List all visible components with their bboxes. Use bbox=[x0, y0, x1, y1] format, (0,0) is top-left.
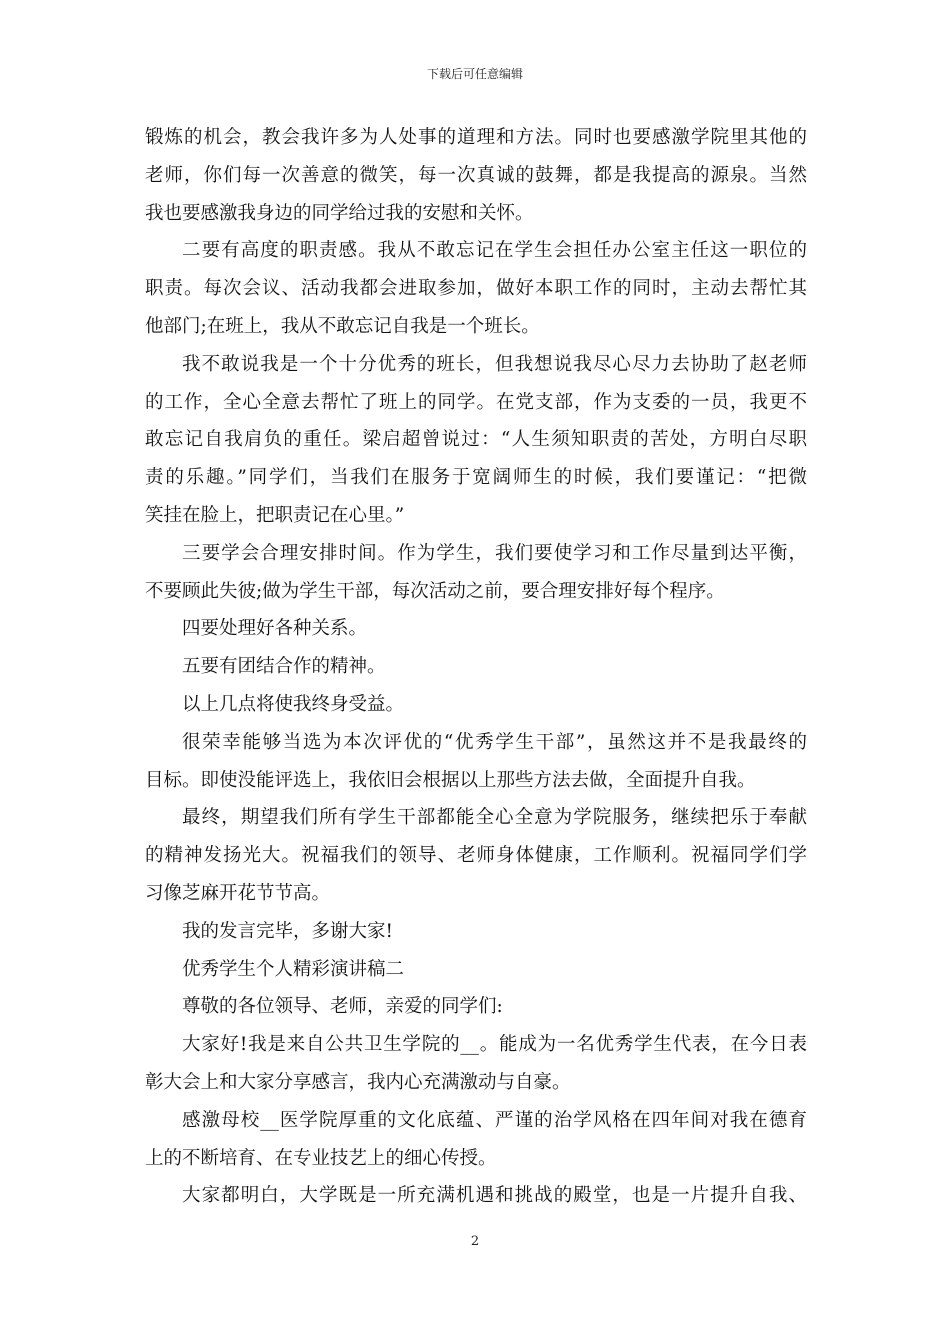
page-number: 2 bbox=[470, 1234, 480, 1249]
text-line: 职责。每次会议、活动我都会进取参加，做好本职工作的同时，主动去帮忙其 bbox=[145, 278, 807, 300]
page-header: 下载后可任意编辑 bbox=[426, 67, 523, 81]
text-line: 他部门;在班上，我从不敢忘记自我是一个班长。 bbox=[145, 315, 540, 337]
text-line: 很荣幸能够当选为本次评优的“优秀学生干部”，虽然这并不是我最终的 bbox=[182, 731, 807, 753]
text-line: 尊敬的各位领导、老师，亲爱的同学们: bbox=[182, 996, 503, 1018]
text-line: 锻炼的机会，教会我许多为人处事的道理和方法。同时也要感激学院里其他的 bbox=[145, 127, 807, 148]
text-line: 老师，你们每一次善意的微笑，每一次真诚的鼓舞，都是我提高的源泉。当然 bbox=[145, 164, 807, 186]
text-line: 四要处理好各种关系。 bbox=[182, 618, 368, 640]
text-line: 优秀学生个人精彩演讲稿二 bbox=[182, 958, 405, 980]
text-line: 的工作，全心全意去帮忙了班上的同学。在党支部，作为支委的一员，我更不 bbox=[145, 391, 807, 413]
text-line: 彰大会上和大家分享感言，我内心充满激动与自豪。 bbox=[145, 1071, 571, 1093]
text-line: 我的发言完毕，多谢大家! bbox=[182, 920, 393, 942]
text-line: 敢忘记自我肩负的重任。梁启超曾说过：“人生须知职责的苦处，方明白尽职 bbox=[145, 429, 807, 451]
text-line: 不要顾此失彼;做为学生干部，每次活动之前，要合理安排好每个程序。 bbox=[145, 580, 725, 602]
text-line: 习像芝麻开花节节高。 bbox=[145, 882, 331, 904]
text-line: 大家都明白，大学既是一所充满机遇和挑战的殿堂，也是一片提升自我、 bbox=[182, 1185, 807, 1207]
text-line: 目标。即使没能评选上，我依旧会根据以上那些方法去做，全面提升自我。 bbox=[145, 769, 756, 791]
text-line: 责的乐趣。”同学们，当我们在服务于宽阔师生的时候，我们要谨记：“把微 bbox=[145, 467, 807, 489]
text-line: 我也要感激我身边的同学给过我的安慰和关怀。 bbox=[145, 202, 534, 224]
text-line: 二要有高度的职责感。我从不敢忘记在学生会担任办公室主任这一职位的 bbox=[182, 240, 807, 262]
text-line: 的精神发扬光大。祝福我们的领导、老师身体健康，工作顺利。祝福同学们学 bbox=[145, 845, 807, 867]
text-line: 我不敢说我是一个十分优秀的班长，但我想说我尽心尽力去协助了赵老师 bbox=[182, 353, 807, 375]
text-line: 上的不断培育、在专业技艺上的细心传授。 bbox=[145, 1147, 497, 1169]
text-line: 五要有团结合作的精神。 bbox=[182, 656, 386, 678]
text-line: 以上几点将使我终身受益。 bbox=[182, 693, 405, 715]
document-body bbox=[145, 119, 807, 1215]
text-line: 最终，期望我们所有学生干部都能全心全意为学院服务，继续把乐于奉献 bbox=[182, 807, 807, 829]
text-line: 三要学会合理安排时间。作为学生，我们要使学习和工作尽量到达平衡， bbox=[182, 542, 807, 564]
text-line: 感激母校__医学院厚重的文化底蕴、严谨的治学风格在四年间对我在德育 bbox=[182, 1109, 807, 1131]
text-line: 笑挂在脸上，把职责记在心里。” bbox=[145, 504, 405, 526]
text-line: 大家好!我是来自公共卫生学院的__。能成为一名优秀学生代表，在今日表 bbox=[182, 1034, 807, 1056]
